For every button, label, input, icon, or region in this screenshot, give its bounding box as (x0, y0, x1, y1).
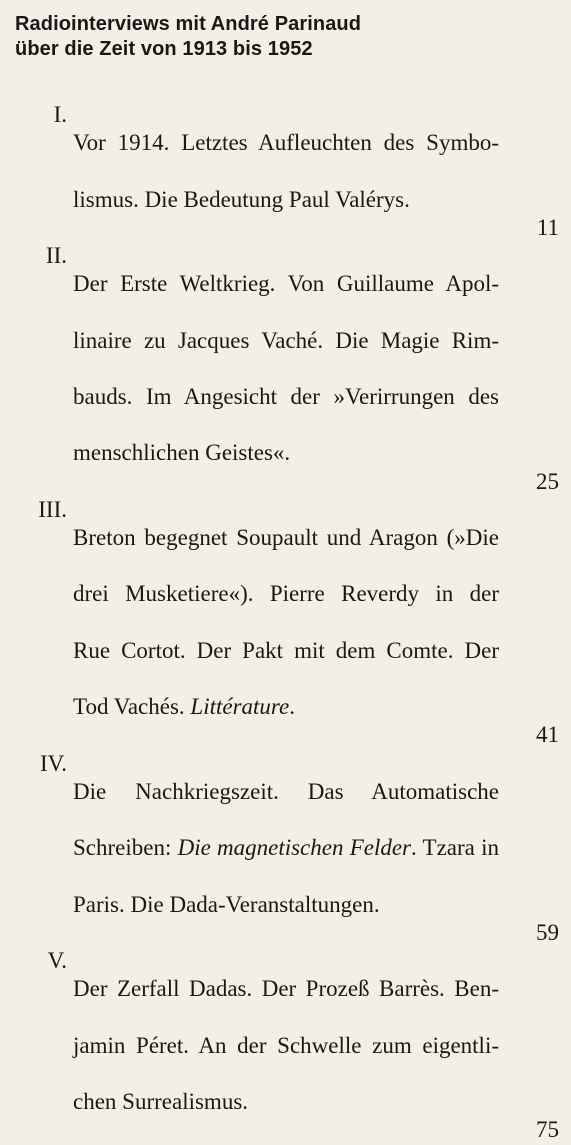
page-number: 59 (536, 919, 559, 945)
chapter-number: II. (45, 243, 67, 269)
chapter-number: I. (53, 102, 67, 127)
title-line: Der Erste Weltkrieg. Von Guillaume Apol- (73, 271, 499, 297)
chapter-number: III. (38, 496, 67, 522)
toc-entry (15, 101, 559, 242)
page-number: 11 (536, 214, 559, 240)
title-text: Tod Vachés. (73, 694, 191, 720)
chapter-title (73, 242, 499, 496)
title-line: Rue Cortot. Der Pakt mit dem Comte. Der (73, 637, 499, 663)
title-line (73, 693, 499, 721)
title-line: menschlichen Geistes«. (73, 440, 291, 466)
chapter-number: IV. (39, 750, 67, 776)
title-line: Breton begegnet Soupault und Aragon (»Die (73, 525, 499, 551)
page-number: 75 (536, 1117, 559, 1143)
title-line: jamin Péret. An der Schwelle zum eigentli- (73, 1032, 499, 1058)
title-line: drei Musketiere«). Pierre Reverdy in der (73, 581, 499, 607)
chapter-title (73, 947, 499, 1144)
title-punctuation: . (289, 694, 295, 720)
table-of-contents (15, 101, 559, 1145)
book-title: Die magnetischen Felder (177, 835, 411, 861)
title-text: . Tzara in (411, 835, 499, 861)
chapter-title (73, 101, 499, 242)
toc-entry (15, 947, 559, 1144)
title-line: Der Zerfall Dadas. Der Prozeß Barrès. Ben- (73, 976, 499, 1002)
chapter-title (73, 750, 499, 947)
title-line: lismus. Die Bedeutung Paul Valérys. (73, 186, 410, 212)
toc-entry (15, 496, 559, 750)
toc-entry (15, 750, 559, 947)
title-line: Paris. Die Dada-Veranstaltungen. (73, 891, 380, 917)
title-line: chen Surrealismus. (73, 1089, 249, 1115)
page-number: 41 (536, 722, 559, 748)
title-line: bauds. Im Angesicht der »Verirrungen des (73, 384, 499, 410)
heading-line-1: Radiointerviews mit André Parinaud (15, 13, 362, 35)
section-heading (15, 12, 559, 62)
title-line (73, 834, 499, 862)
heading-line-2: über die Zeit von 1913 bis 1952 (15, 38, 313, 60)
toc-entry (15, 242, 559, 496)
title-line: linaire zu Jacques Vaché. Die Magie Rim- (73, 327, 499, 353)
journal-title: Littérature (190, 694, 290, 720)
page-number: 25 (536, 468, 559, 494)
title-text: Schreiben: (73, 835, 178, 861)
chapter-title (73, 496, 499, 750)
title-line: Vor 1914. Letztes Aufleuchten des Symbo- (73, 130, 499, 156)
title-line: Die Nachkriegszeit. Das Automatische (73, 778, 499, 804)
chapter-number: V. (47, 948, 67, 974)
